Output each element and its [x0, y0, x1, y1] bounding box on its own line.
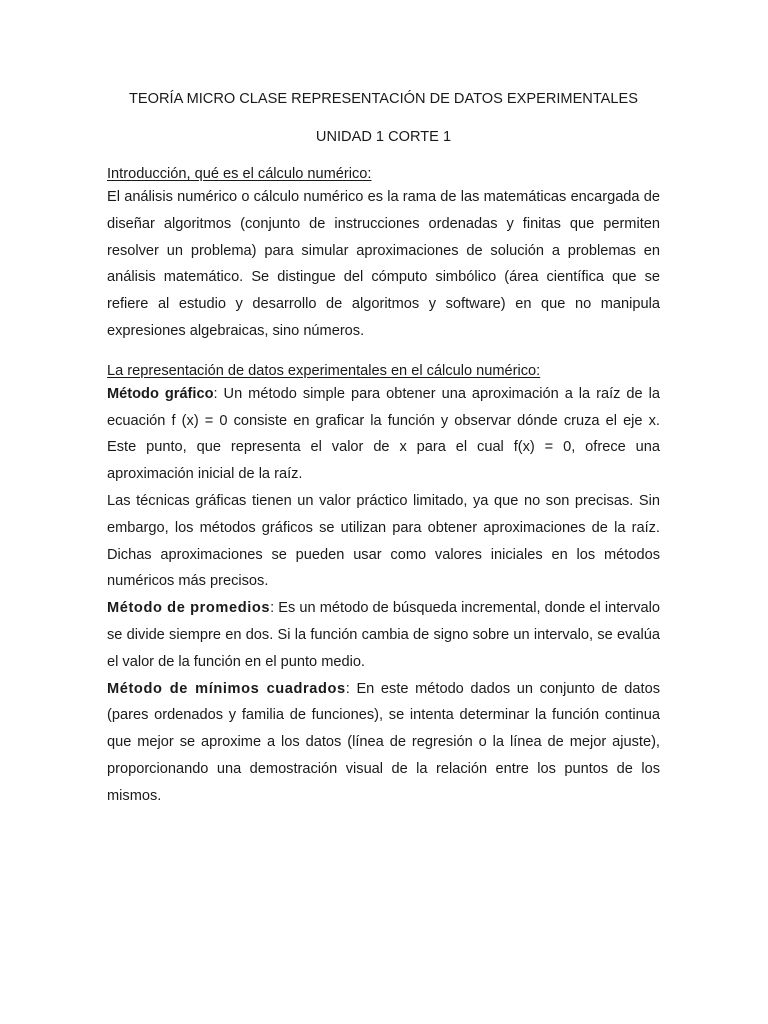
text-least-squares-method: : En este método dados un conjunto de datos (pares ordenados y familia de funciones), se intenta determinar la función continua que mejor se aproxime a los datos (línea de regresión o la línea de mejor ajuste), proporcionando una demostración visual de la relación entre los puntos de los mismos.: [107, 680, 660, 804]
paragraph-averages-method: [107, 595, 660, 675]
paragraph-graphic-techniques: Las técnicas gráficas tienen un valor práctico limitado, ya que no son precisas. Sin embargo, los métodos gráficos se utilizan para obtener aproximaciones de la raíz. Dichas aproximaciones se pueden usar como valores iniciales en los métodos numéricos más precisos.: [107, 492, 660, 590]
term-graphic-method: Método gráfico: [107, 385, 214, 402]
document-subtitle: UNIDAD 1 CORTE 1: [315, 129, 452, 145]
paragraph-numeric-analysis: El análisis numérico o cálculo numérico es la rama de las matemáticas encargada de diseñar algoritmos (conjunto de instrucciones ordenadas y finitas que permiten resolver un problema) para simular aproximaciones de solución a problemas en análisis matemático. Se distingue del cómputo simbólico (área científica que se refiere al estudio y desarrollo de algoritmos y software) en que no manipula expresiones algebraicas, sino números.: [107, 189, 660, 339]
section-heading-data-representation: La representación de datos experimentales en el cálculo numérico:: [107, 362, 541, 379]
term-least-squares-method: Método de mínimos cuadrados: [107, 680, 346, 697]
document-title: TEORÍA MICRO CLASE REPRESENTACIÓN DE DATOS EXPERIMENTALES: [129, 91, 638, 107]
paragraph-least-squares-method: [107, 676, 660, 810]
text-averages-method: : Es un método de búsqueda incremental, donde el intervalo se divide siempre en dos. Si la función cambia de signo sobre un intervalo, se evalúa el valor de la función en el punto medio.: [107, 600, 660, 670]
section-heading-introduction: Introducción, qué es el cálculo numérico:: [107, 166, 372, 182]
paragraph-graphic-method: [107, 381, 660, 488]
term-averages-method: Método de promedios: [107, 600, 271, 617]
document-page: [107, 89, 660, 810]
text-graphic-method: : Un método simple para obtener una aproximación a la raíz de la ecuación f (x) = 0 consiste en graficar la función y observar dónde cruza el eje x. Este punto, que representa el valor de x para el cual f(x) = 0, ofrece una aproximación inicial de la raíz.: [107, 385, 660, 483]
